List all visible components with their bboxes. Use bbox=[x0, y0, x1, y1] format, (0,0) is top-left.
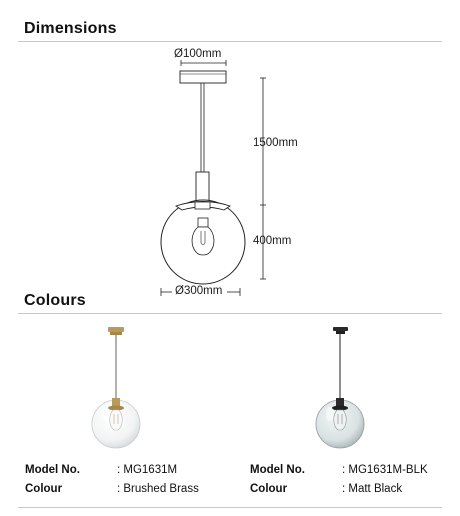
colour-label: Colour bbox=[25, 483, 63, 495]
canopy-diameter-label: Ø100mm bbox=[174, 48, 222, 60]
brass-pendant-image bbox=[92, 327, 140, 448]
drop-length-label: 1500mm bbox=[253, 137, 298, 149]
brass-spec-block bbox=[25, 461, 199, 499]
bottom-divider bbox=[18, 507, 442, 508]
globe-height-label: 400mm bbox=[253, 235, 292, 247]
black-spec-block bbox=[250, 461, 428, 499]
brass-colour-value: : Brushed Brass bbox=[117, 483, 199, 495]
black-pendant-image bbox=[316, 327, 364, 448]
brass-model-value: : MG1631M bbox=[117, 464, 178, 476]
model-number-label: Model No. bbox=[25, 464, 80, 476]
model-number-label: Model No. bbox=[250, 464, 305, 476]
black-model-value: : MG1631M-BLK bbox=[342, 464, 428, 476]
dimensions-heading: Dimensions bbox=[24, 20, 117, 37]
globe-diameter-label: Ø300mm bbox=[175, 285, 223, 297]
black-colour-value: : Matt Black bbox=[342, 483, 403, 495]
colour-label: Colour bbox=[250, 483, 288, 495]
colours-heading: Colours bbox=[24, 292, 86, 309]
